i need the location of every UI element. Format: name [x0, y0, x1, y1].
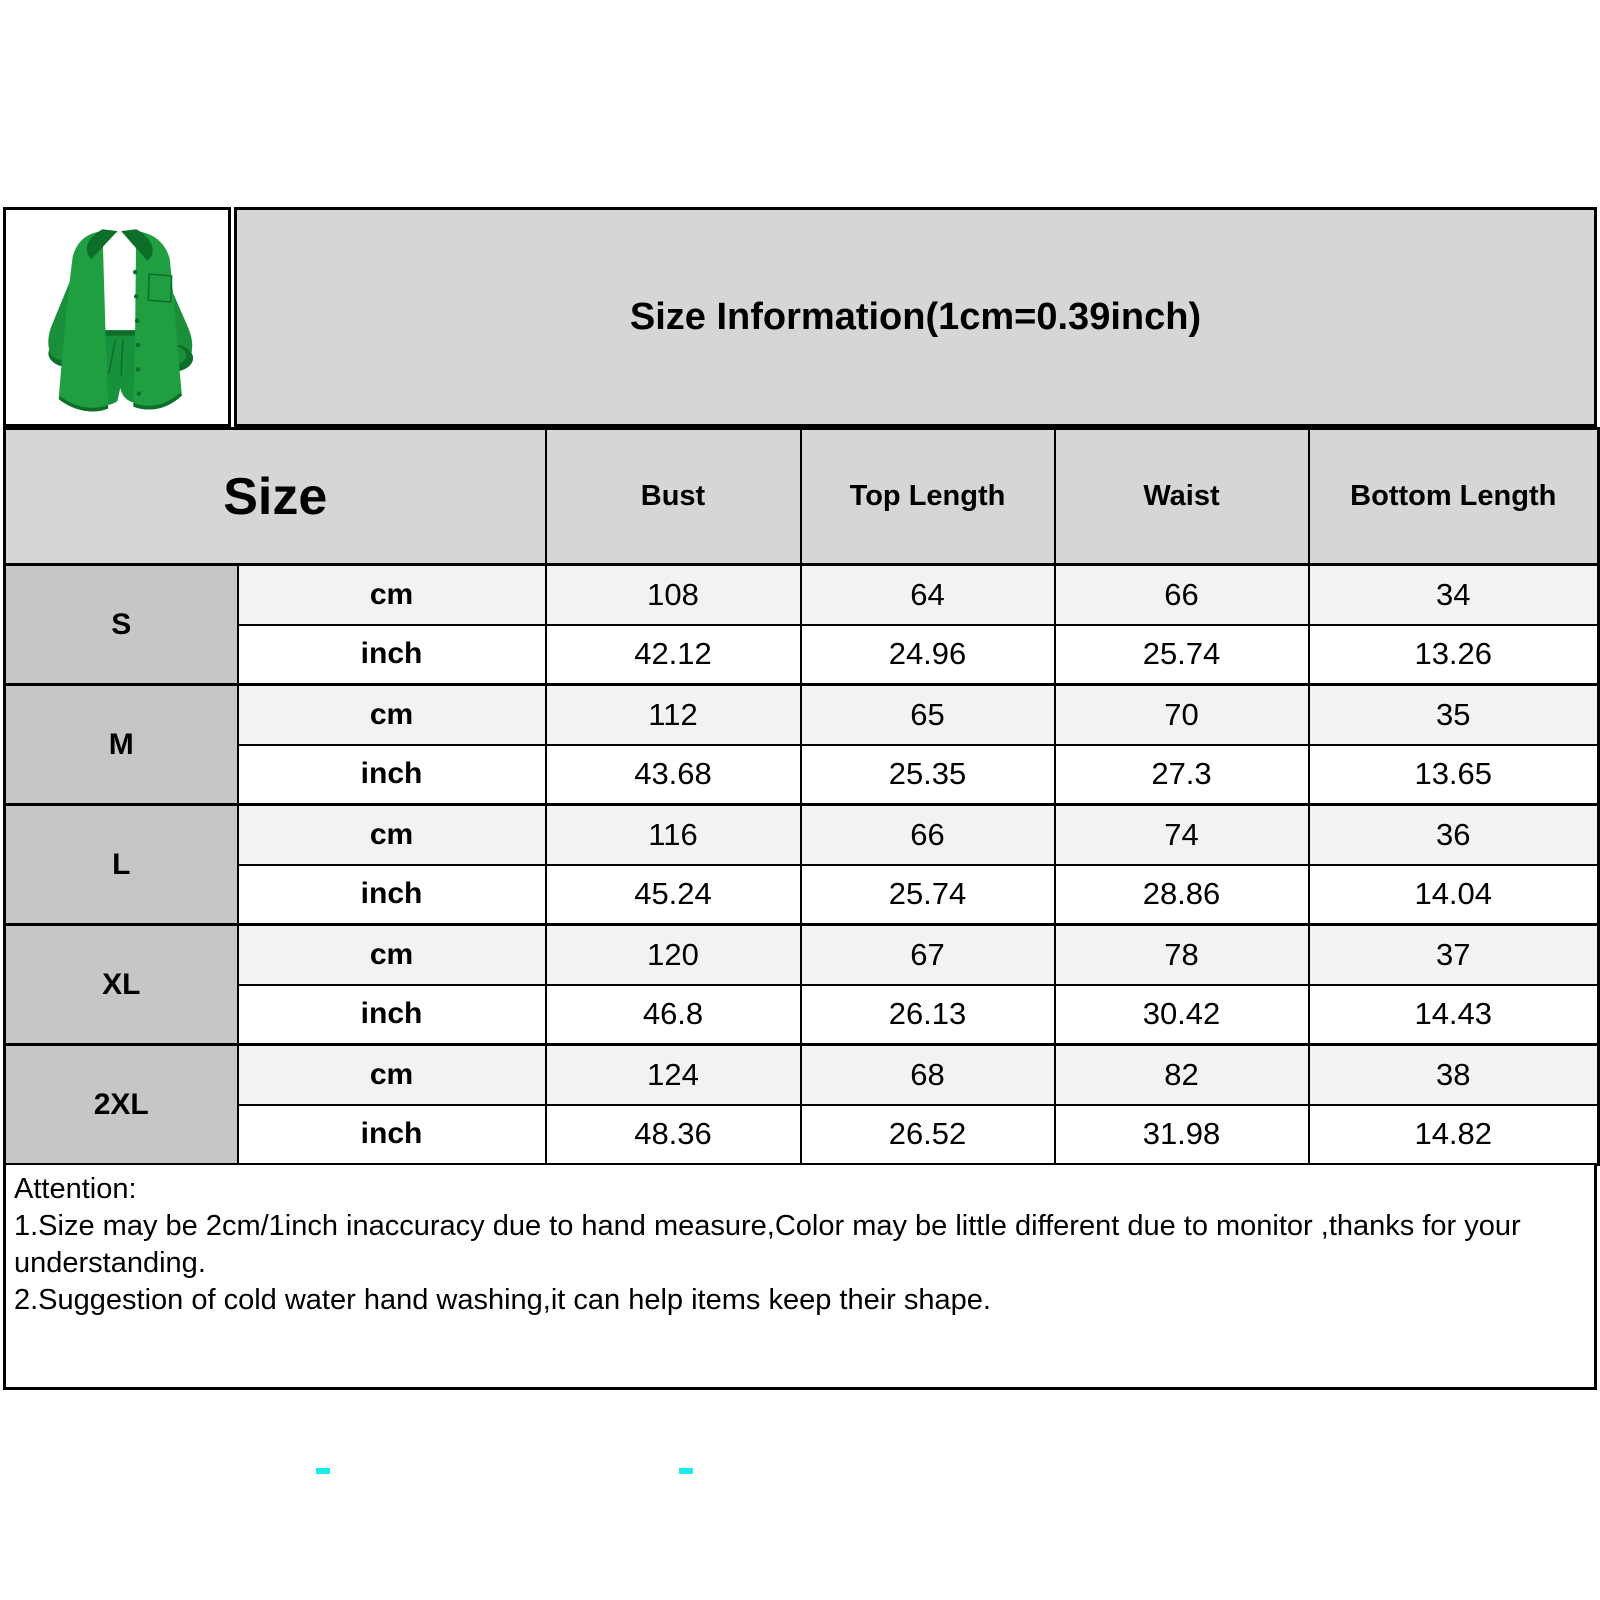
- size-row-M-cm: [5, 685, 1599, 745]
- white-tee-shape: [101, 233, 138, 338]
- top-length-column-header: Top Length: [801, 429, 1055, 565]
- button-icon: [134, 294, 138, 298]
- value-M-cm-0: 112: [546, 685, 801, 745]
- value-2XL-inch-3: 14.82: [1309, 1105, 1599, 1165]
- value-S-cm-1: 64: [801, 565, 1055, 625]
- size-table: [3, 427, 1600, 1166]
- value-2XL-inch-2: 31.98: [1055, 1105, 1309, 1165]
- unit-label-cm: cm: [238, 1045, 546, 1105]
- value-L-inch-1: 25.74: [801, 865, 1055, 925]
- value-S-inch-0: 42.12: [546, 625, 801, 685]
- value-XL-cm-3: 37: [1309, 925, 1599, 985]
- value-S-inch-2: 25.74: [1055, 625, 1309, 685]
- bust-column-header: Bust: [546, 429, 801, 565]
- unit-label-inch: inch: [238, 865, 546, 925]
- value-XL-inch-0: 46.8: [546, 985, 801, 1045]
- value-L-cm-3: 36: [1309, 805, 1599, 865]
- size-label-XL: XL: [5, 925, 238, 1045]
- shirt-right-panel: [133, 231, 182, 409]
- size-row-S-inch: [5, 625, 1599, 685]
- value-L-inch-0: 45.24: [546, 865, 801, 925]
- size-column-header: Size: [5, 429, 546, 565]
- button-icon: [133, 270, 137, 274]
- waist-column-header: Waist: [1055, 429, 1309, 565]
- value-2XL-inch-1: 26.52: [801, 1105, 1055, 1165]
- size-row-XL-inch: [5, 985, 1599, 1045]
- button-icon: [136, 367, 140, 371]
- size-row-M-inch: [5, 745, 1599, 805]
- size-information-header: [234, 207, 1597, 427]
- value-XL-cm-2: 78: [1055, 925, 1309, 985]
- value-L-inch-2: 28.86: [1055, 865, 1309, 925]
- size-row-S-cm: [5, 565, 1599, 625]
- value-S-inch-1: 24.96: [801, 625, 1055, 685]
- watermark-artifact: [679, 1468, 693, 1474]
- value-S-cm-2: 66: [1055, 565, 1309, 625]
- value-XL-inch-1: 26.13: [801, 985, 1055, 1045]
- watermark-artifact: [316, 1468, 330, 1474]
- button-icon: [136, 343, 140, 347]
- value-M-inch-1: 25.35: [801, 745, 1055, 805]
- value-XL-cm-0: 120: [546, 925, 801, 985]
- unit-label-inch: inch: [238, 745, 546, 805]
- value-M-inch-3: 13.65: [1309, 745, 1599, 805]
- value-M-cm-3: 35: [1309, 685, 1599, 745]
- bottom-length-column-header: Bottom Length: [1309, 429, 1599, 565]
- value-2XL-inch-0: 48.36: [546, 1105, 801, 1165]
- page-title: Size Information(1cm=0.39inch): [629, 295, 1202, 338]
- value-L-inch-3: 14.04: [1309, 865, 1599, 925]
- value-M-cm-2: 70: [1055, 685, 1309, 745]
- value-M-cm-1: 65: [801, 685, 1055, 745]
- value-S-cm-3: 34: [1309, 565, 1599, 625]
- button-icon: [137, 391, 141, 395]
- size-table-body: [5, 565, 1599, 1165]
- value-S-cm-0: 108: [546, 565, 801, 625]
- value-XL-inch-2: 30.42: [1055, 985, 1309, 1045]
- value-L-cm-0: 116: [546, 805, 801, 865]
- value-M-inch-2: 27.3: [1055, 745, 1309, 805]
- value-L-cm-1: 66: [801, 805, 1055, 865]
- unit-label-cm: cm: [238, 925, 546, 985]
- shirt-left-panel: [59, 231, 108, 411]
- value-2XL-cm-0: 124: [546, 1045, 801, 1105]
- value-XL-cm-1: 67: [801, 925, 1055, 985]
- value-S-inch-3: 13.26: [1309, 625, 1599, 685]
- value-M-inch-0: 43.68: [546, 745, 801, 805]
- size-row-2XL-inch: [5, 1105, 1599, 1165]
- value-L-cm-2: 74: [1055, 805, 1309, 865]
- size-label-M: M: [5, 685, 238, 805]
- size-label-L: L: [5, 805, 238, 925]
- size-label-2XL: 2XL: [5, 1045, 238, 1165]
- attention-note-1: 1.Size may be 2cm/1inch inaccuracy due to hand measure,Color may be little different due to monitor ,thanks for your understanding.: [14, 1210, 1521, 1279]
- attention-note-2: 2.Suggestion of cold water hand washing,it can help items keep their shape.: [14, 1284, 991, 1316]
- unit-label-inch: inch: [238, 985, 546, 1045]
- table-header-row: [5, 429, 1599, 565]
- attention-box: [3, 1163, 1597, 1390]
- header-row: [3, 207, 1597, 427]
- unit-label-cm: cm: [238, 565, 546, 625]
- unit-label-inch: inch: [238, 625, 546, 685]
- unit-label-cm: cm: [238, 685, 546, 745]
- value-XL-inch-3: 14.43: [1309, 985, 1599, 1045]
- size-row-L-cm: [5, 805, 1599, 865]
- size-row-XL-cm: [5, 925, 1599, 985]
- size-row-L-inch: [5, 865, 1599, 925]
- unit-label-inch: inch: [238, 1105, 546, 1165]
- product-image-cell: [3, 207, 231, 427]
- value-2XL-cm-1: 68: [801, 1045, 1055, 1105]
- attention-heading: Attention:: [14, 1173, 137, 1205]
- button-icon: [135, 318, 139, 322]
- size-label-S: S: [5, 565, 238, 685]
- size-row-2XL-cm: [5, 1045, 1599, 1105]
- value-2XL-cm-2: 82: [1055, 1045, 1309, 1105]
- unit-label-cm: cm: [238, 805, 546, 865]
- green-outfit-image: [11, 214, 223, 420]
- value-2XL-cm-3: 38: [1309, 1045, 1599, 1105]
